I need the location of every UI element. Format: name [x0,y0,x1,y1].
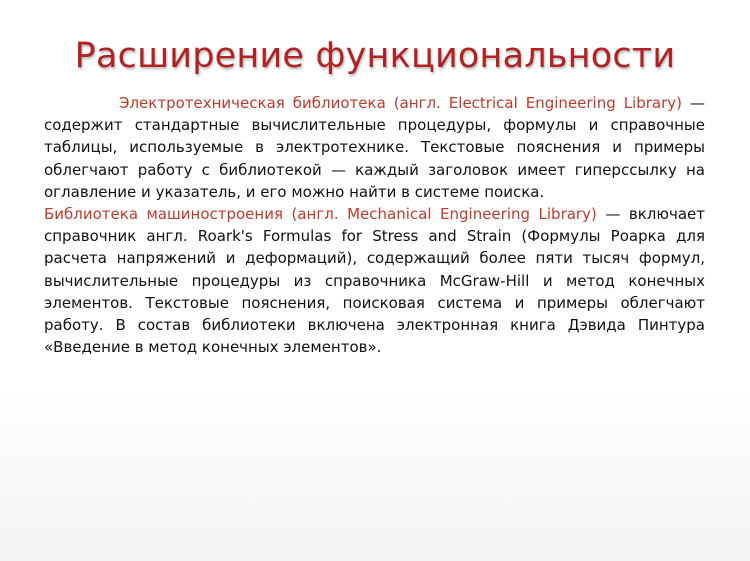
paragraph-mechanical-library [44,203,705,358]
slide-body [44,92,705,358]
electrical-library-term: Электротехническая библиотека (англ. Electrical Engineering Library) [119,94,683,112]
slide-title: Расширение функциональности [74,36,676,76]
electrical-library-description: — содержит стандартные вычислительные процедуры, формулы и справочные таблицы, используемые в электротехнике. Текстовые пояснения и примеры облегчают работу с библиотекой — каждый заголовок имеет гиперссылку на оглавление и указатель, и его можно найти в системе поиска. [44,94,705,201]
paragraph-electrical-library [44,92,705,203]
mechanical-library-term: Библиотека машиностроения (англ. Mechanical Engineering Library) [44,205,597,224]
mechanical-library-description: — включает справочник англ. Roark's Formulas for Stress and Strain (Формулы Роарка для расчета напряжений и деформаций), содержащий более пяти тысяч формул, вычислительные процедуры из справочника McGraw-Hill и метод конечных элементов. Текстовые пояснения, поисковая система и примеры облегчают работу. В состав библиотеки включена электронная книга Дэвида Пинтура «Введение в метод конечных элементов». [44,205,706,357]
